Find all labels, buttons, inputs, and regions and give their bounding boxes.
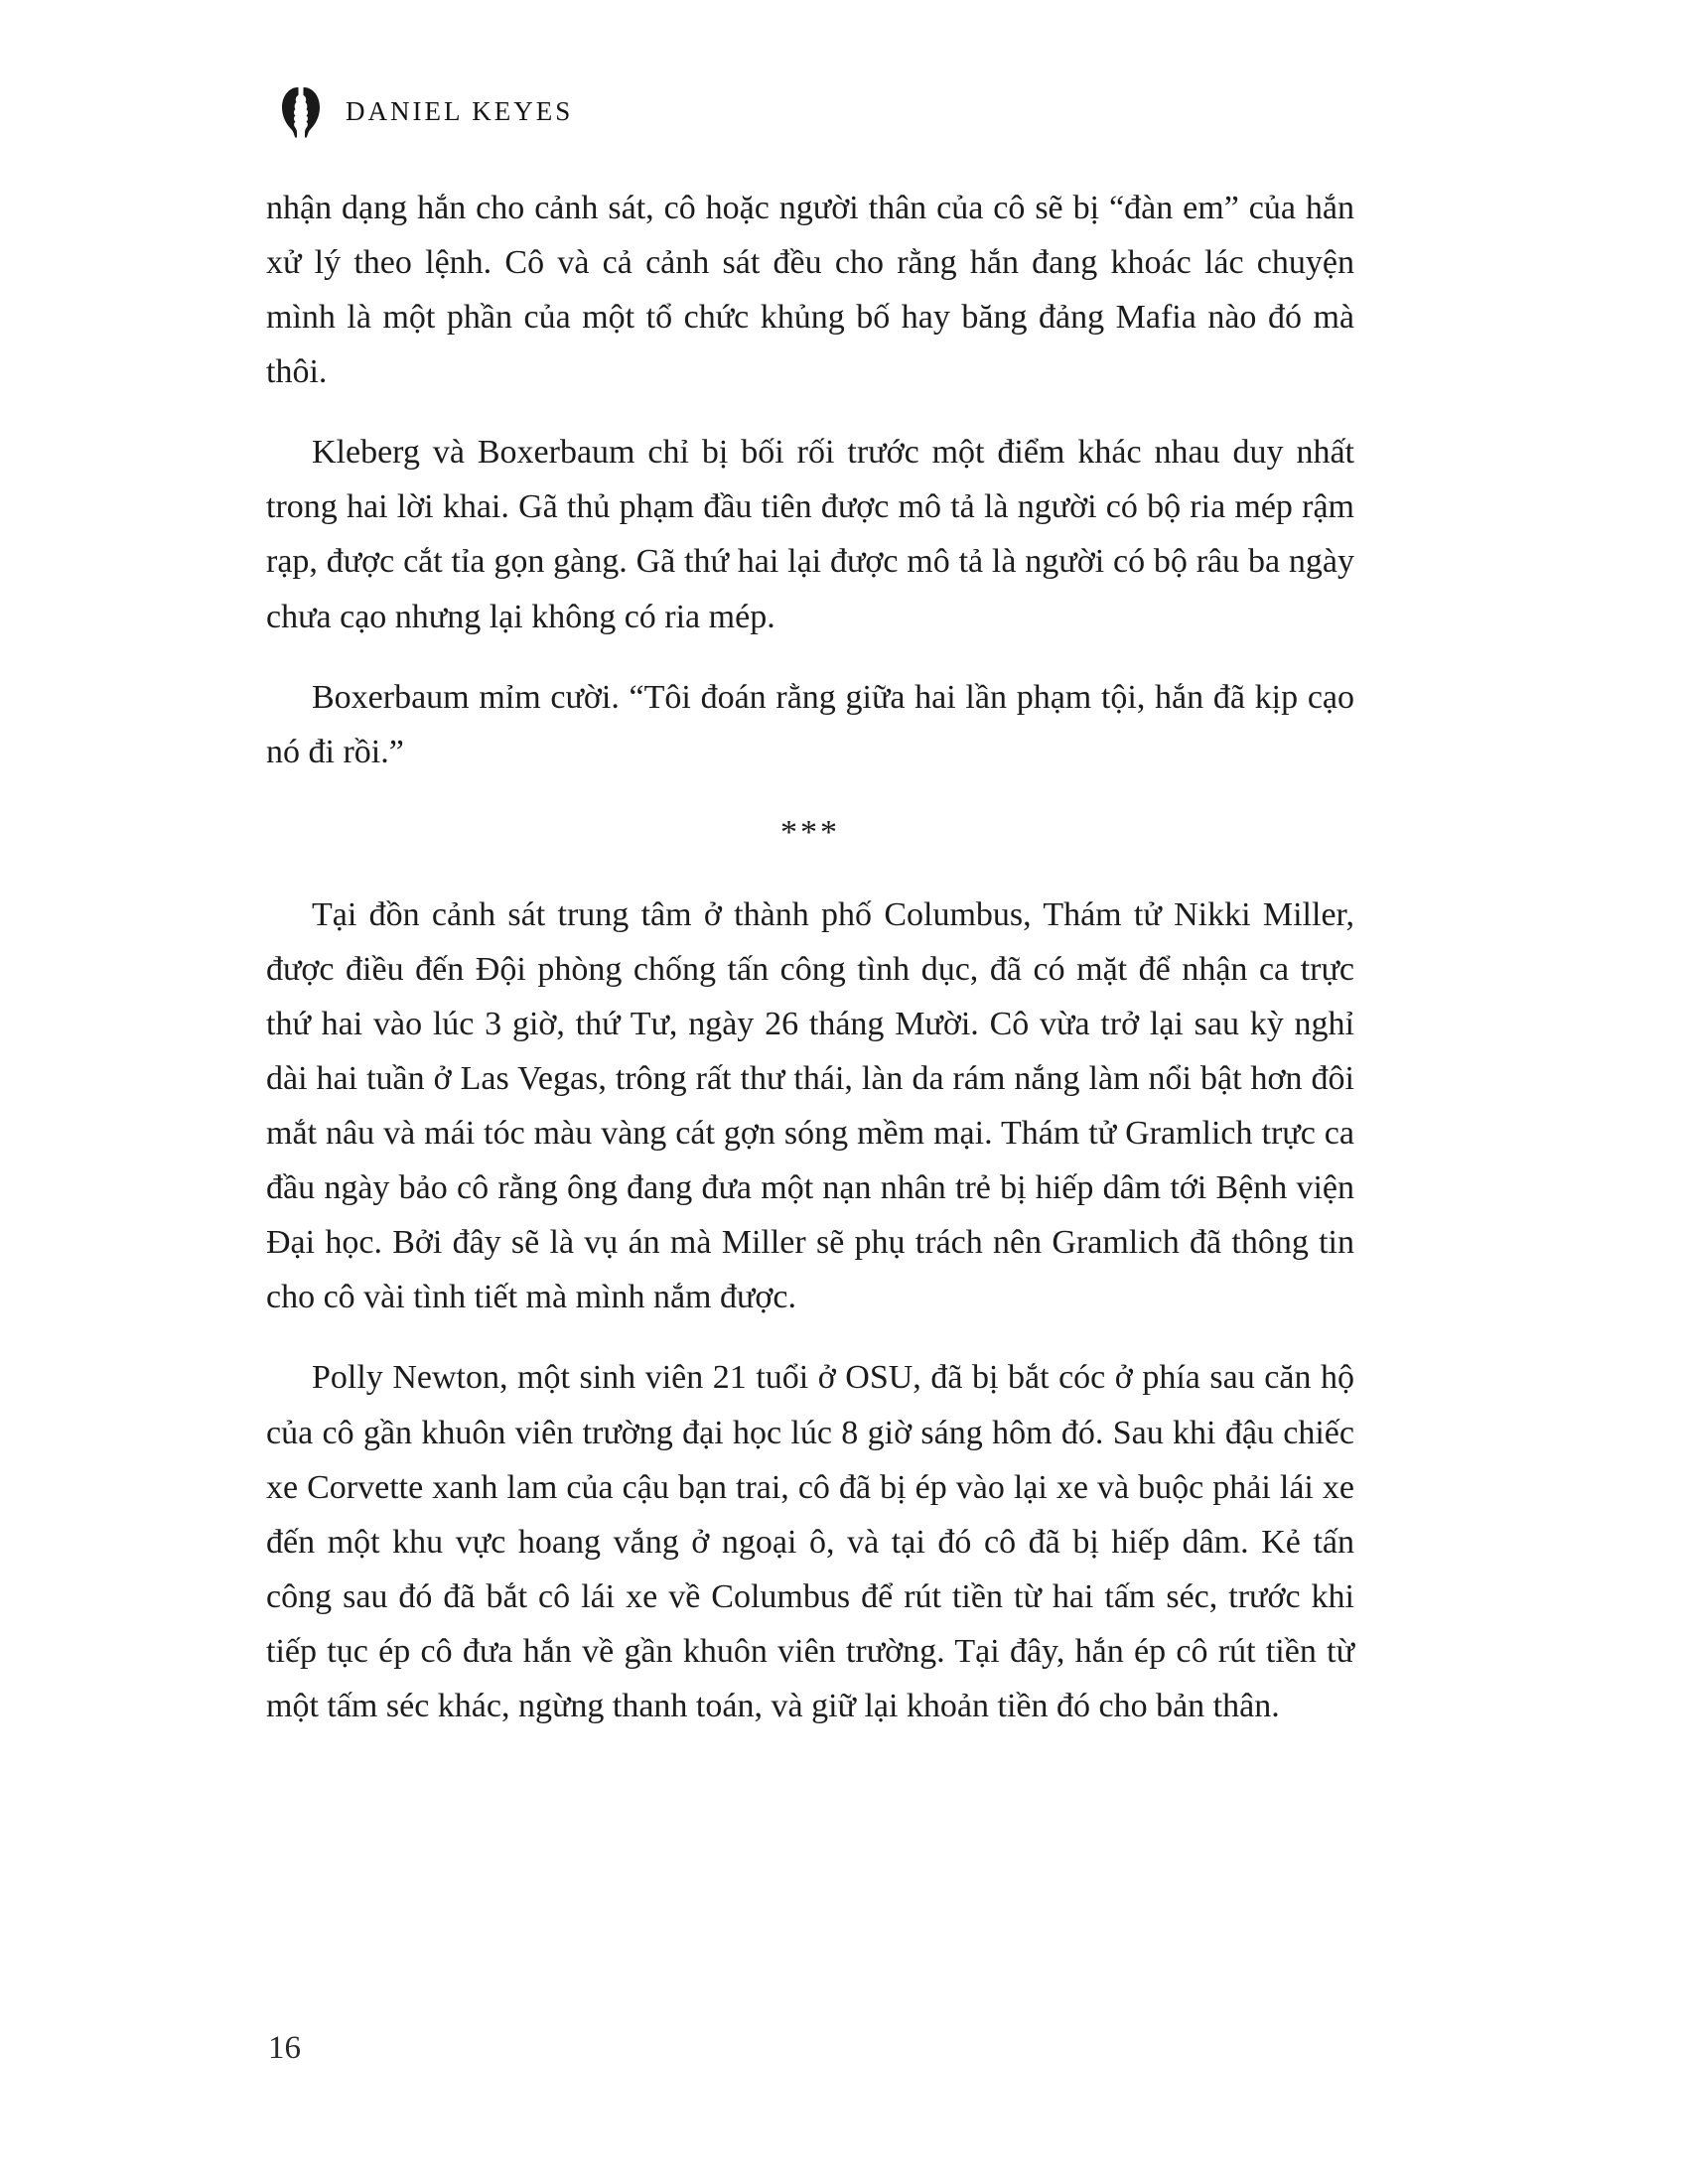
paragraph: nhận dạng hắn cho cảnh sát, cô hoặc người thân của cô sẽ bị “đàn em” của hắn xử lý theo lệnh. Cô và cả cảnh sát đều cho rằng hắn đang khoác lác chuyện mình là một phần của một tổ chức khủng bố hay băng đảng Mafia nào đó mà thôi.	[266, 190, 1354, 391]
paragraph: Kleberg và Boxerbaum chỉ bị bối rối trước một điểm khác nhau duy nhất trong hai lời khai. Gã thủ phạm đầu tiên được mô tả là người có bộ ria mép rậm rạp, được cắt tỉa gọn gàng. Gã thứ hai lại được mô tả là người có bộ râu ba ngày chưa cạo nhưng lại không có ria mép.	[266, 434, 1354, 635]
page-header	[276, 83, 573, 139]
paragraph: Boxerbaum mỉm cười. “Tôi đoán rằng giữa hai lần phạm tội, hắn đã kịp cạo nó đi rồi.”	[266, 678, 1354, 770]
page-number: 16	[268, 2030, 301, 2066]
body-text	[266, 181, 1354, 1759]
section-separator: ***	[780, 813, 840, 851]
two-faces-head-icon	[276, 83, 326, 139]
paragraph: Tại đồn cảnh sát trung tâm ở thành phố Columbus, Thám tử Nikki Miller, được điều đến Đội phòng chống tấn công tình dục, đã có mặt để nhận ca trực thứ hai vào lúc 3 giờ, thứ Tư, ngày 26 tháng Mười. Cô vừa trở lại sau kỳ nghỉ dài hai tuần ở Las Vegas, trông rất thư thái, làn da rám nắng làm nổi bật hơn đôi mắt nâu và mái tóc màu vàng cát gợn sóng mềm mại. Thám tử Gramlich trực ca đầu ngày bảo cô rằng ông đang đưa một nạn nhân trẻ bị hiếp dâm tới Bệnh viện Đại học. Bởi đây sẽ là vụ án mà Miller sẽ phụ trách nên Gramlich đã thông tin cho cô vài tình tiết mà mình nắm được.	[266, 895, 1354, 1316]
paragraph: Polly Newton, một sinh viên 21 tuổi ở OSU, đã bị bắt cóc ở phía sau căn hộ của cô gần khuôn viên trường đại học lúc 8 giờ sáng hôm đó. Sau khi đậu chiếc xe Corvette xanh lam của cậu bạn trai, cô đã bị ép vào lại xe và buộc phải lái xe đến một khu vực hoang vắng ở ngoại ô, và tại đó cô đã bị hiếp dâm. Kẻ tấn công sau đó đã bắt cô lái xe về Columbus để rút tiền từ hai tấm séc, trước khi tiếp tục ép cô đưa hắn về gần khuôn viên trường. Tại đây, hắn ép cô rút tiền từ một tấm séc khác, ngừng thanh toán, và giữ lại khoản tiền đó cho bản thân.	[266, 1359, 1354, 1724]
author-name: DANIEL KEYES	[346, 95, 574, 126]
